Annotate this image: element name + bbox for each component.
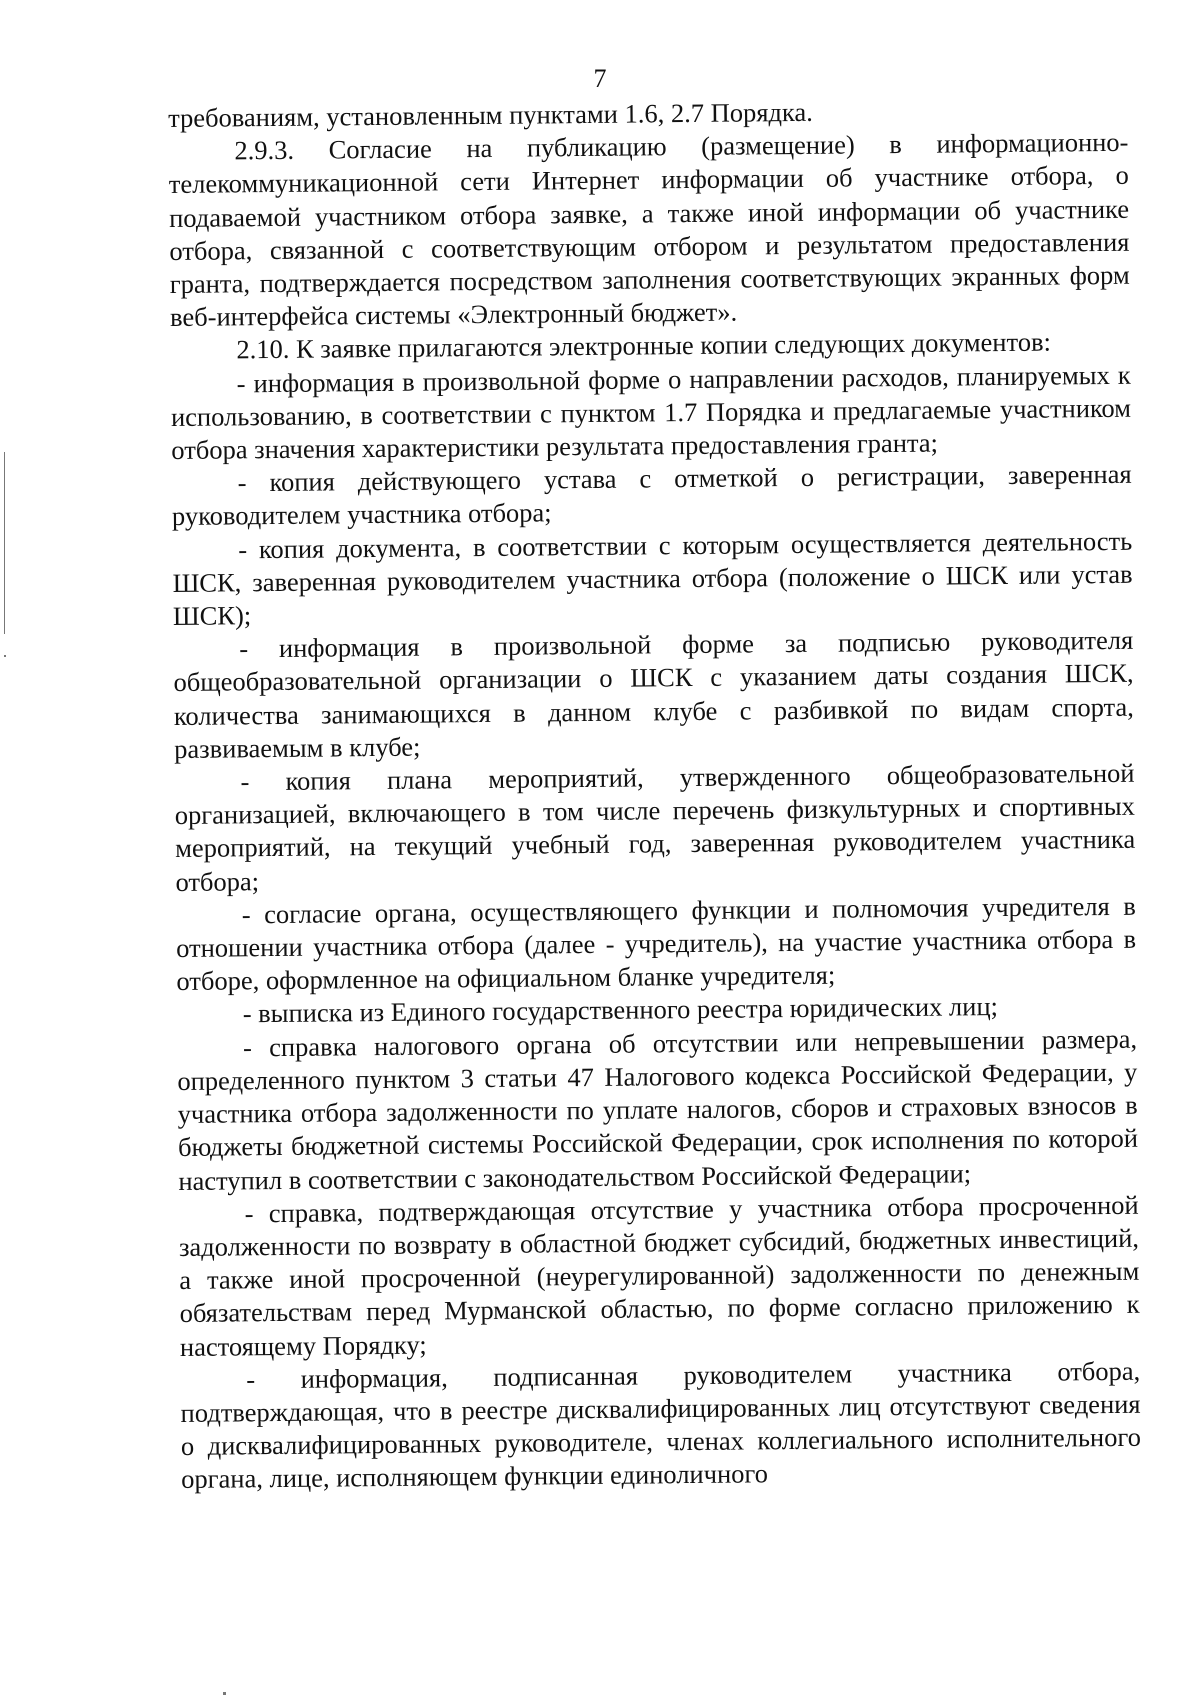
paragraph: - согласие органа, осуществляющего функции и полномочия учредителя в отношении участника отбора (далее - учредитель), на участие участника отбора в отборе, оформленное на официальном бланке учредителя;: [175, 890, 1137, 997]
paragraph: 2.9.3. Согласие на публикацию (размещение) в информационно-телекоммуникационной сети Интернет информации об участнике отбора, о подаваемой участником отбора заявке, а также иной информации об участнике отбора, связанной с соответствующим отбором и результатом предоставления гранта, подтверждается посредством заполнения соответствующих экранных форм веб-интерфейса системы «Электронный бюджет».: [168, 126, 1130, 333]
paragraph: 2.10. К заявке прилагаются электронные копии следующих документов:: [236, 326, 1052, 365]
paragraph: - справка налогового органа об отсутствии или непревышении размера, определенного пунктом 3 статьи 47 Налогового кодекса Российской Федерации, у участника отбора задолженности по уплате налогов, сборов и страховых взносов в бюджеты бюджетной системы Российской Федерации, срок исполнения по которой наступил в соответствии с законодательством Российской Федерации;: [177, 1023, 1139, 1196]
document-body: [168, 93, 1141, 1497]
paragraph: требованиям, установленным пунктами 1.6, 2.7 Порядка.: [168, 96, 813, 133]
scan-artifact-dot: [4, 655, 6, 657]
scan-artifact-line: [4, 452, 5, 634]
paragraph: - информация, подписанная руководителем участника отбора, подтверждающая, что в реестре дисквалифицированных лиц отсутствуют сведения о дисквалифицированных руководителе, членах коллегиального исполнительного органа, лице, исполняющем функции единоличного: [180, 1355, 1142, 1495]
page-number: 7: [593, 64, 607, 93]
paragraph: - выписка из Единого государственного реестра юридических лиц;: [242, 991, 999, 1029]
paragraph: - копия действующего устава с отметкой о регистрации, заверенная руководителем участника отбора;: [171, 459, 1132, 532]
paragraph: - копия плана мероприятий, утвержденного общеобразовательной организацией, включающего в том числе перечень физкультурных и спортивных мероприятий, на текущий учебный год, заверенная руководителем участника отбора;: [174, 757, 1136, 897]
paragraph: - информация в произвольной форме о направлении расходов, планируемых к использованию, в соответствии с пунктом 1.7 Порядка и предлагаемые участником отбора значения характеристики результата предоставления гранта;: [170, 359, 1132, 466]
paragraph: - информация в произвольной форме за подписью руководителя общеобразовательной организации о ШСК с указанием даты создания ШСК, количества занимающихся в данном клубе с разбивкой по видам спорта, развиваемым в клубе;: [173, 625, 1134, 764]
paragraph: - справка, подтверждающая отсутствие у участника отбора просроченной задолженности по возврату в областной бюджет субсидий, бюджетных инвестиций, а также иной просроченной (неурегулированной) задолженности по денежным обязательствам перед Мурманской областью, по форме согласно приложению к настоящему Порядку;: [178, 1189, 1140, 1362]
scan-artifact-dot: [223, 1692, 226, 1695]
paragraph: - копия документа, в соответствии с которым осуществляется деятельность ШСК, заверенная руководителем участника отбора (положение о ШСК или устав ШСК);: [172, 525, 1133, 632]
